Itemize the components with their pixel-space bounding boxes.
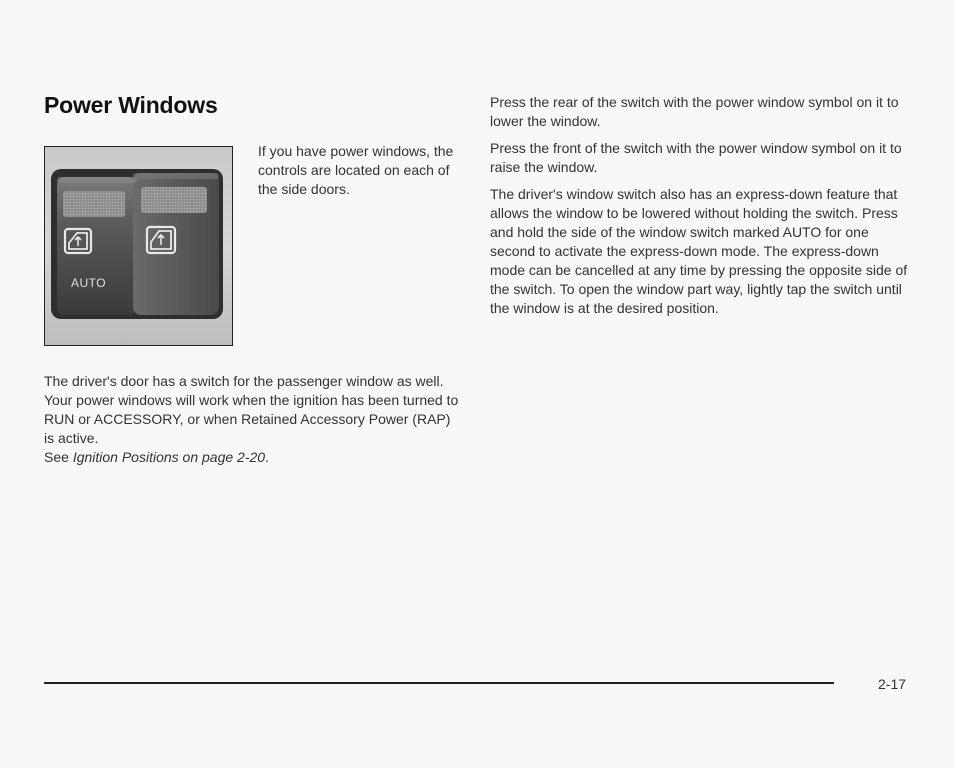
window-switch-illustration — [45, 147, 232, 345]
raise-window-paragraph: Press the front of the switch with the power window symbol on it to raise the window. — [490, 140, 902, 175]
express-down-paragraph: The driver's window switch also has an express-down feature that allows the window to be lowered without holding the switch. Press and hold the side of the window switch marked AUTO for one second to activate the express-down mode. The express-down mode can be cancelled at any time by pressing the opposite side of the switch. To open the window part way, lightly tap the switch until the window is at the desired position. — [490, 186, 908, 316]
auto-label: AUTO — [71, 276, 107, 290]
driver-door-paragraph — [44, 372, 464, 467]
ignition-positions-reference: Ignition Positions on page 2-20 — [72, 449, 266, 465]
section-title: Power Windows — [44, 92, 218, 118]
power-window-switch-figure — [44, 146, 233, 346]
see-prefix: See — [44, 449, 73, 465]
lower-window-paragraph: Press the rear of the switch with the power window symbol on it to lower the window. — [490, 94, 899, 129]
page-number: 2-17 — [878, 676, 907, 692]
footer-rule — [44, 682, 834, 684]
figure-caption: If you have power windows, the controls are located on each of the side doors. — [258, 143, 454, 197]
driver-door-text: The driver's door has a switch for the passenger window as well. Your power windows will work when the ignition has been turned to RUN or ACCESSORY, or when Retained Accessory Power (RAP) is active. — [44, 373, 459, 446]
see-suffix: . — [265, 449, 269, 465]
